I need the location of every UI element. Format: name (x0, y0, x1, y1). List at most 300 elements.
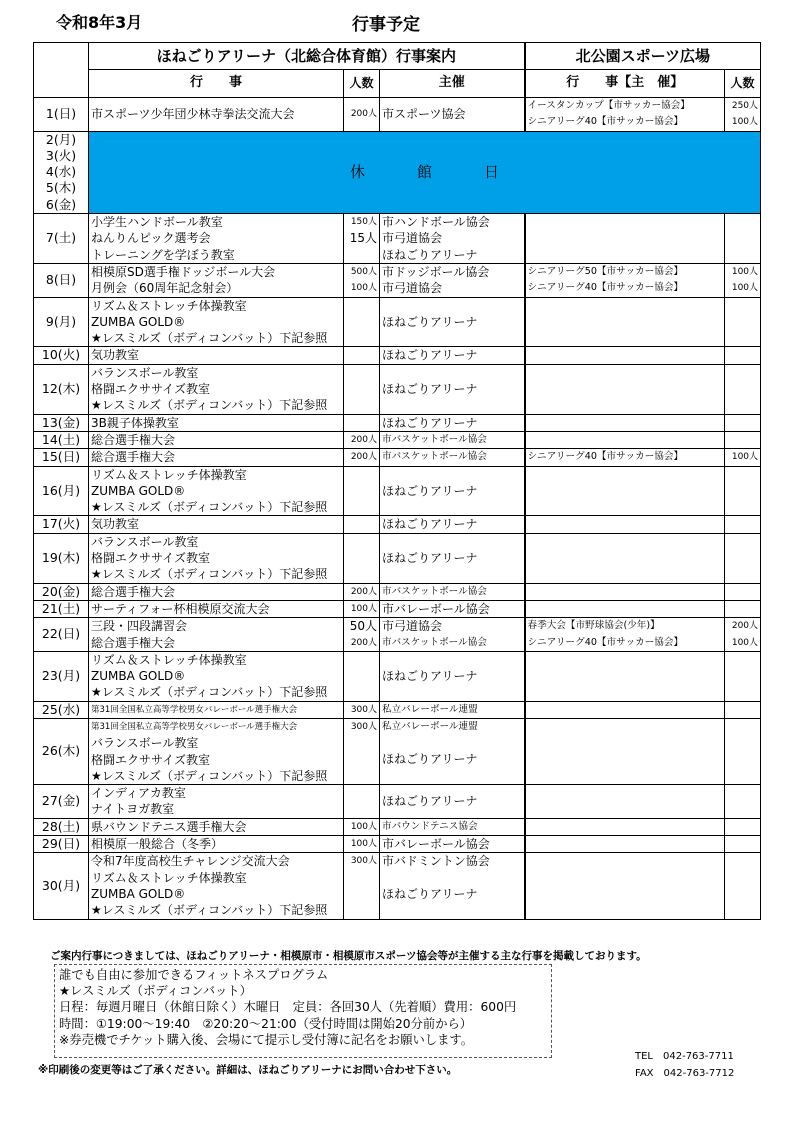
event-cell (89, 516, 344, 533)
host-cell (380, 701, 525, 718)
host-cell (380, 853, 525, 919)
park-event-name: シニアリーグ40【市サッカー協会】 (527, 282, 684, 294)
count-cell (344, 618, 380, 652)
table-row (34, 836, 761, 853)
park-event-cell (525, 347, 725, 364)
host-cell (380, 583, 525, 600)
event-cell (89, 431, 344, 448)
event-name: ★レスミルズ（ボディコンバット）下記参照 (91, 331, 328, 346)
park-count-cell (725, 449, 761, 466)
event-name: ナイトヨガ教室 (91, 802, 175, 817)
event-name: 県バウンドテニス選手権大会 (91, 819, 247, 834)
park-count-cell (725, 466, 761, 516)
closed-char: 休 (349, 163, 365, 182)
host-name: 市バスケットボール協会 (382, 451, 487, 463)
host-name: 市弓道協会 (382, 619, 443, 634)
event-name: 格闘エクササイズ教室 (91, 382, 211, 397)
event-cell (89, 414, 344, 431)
date-label: 14(土) (41, 431, 81, 447)
event-name: 相模原一般総合（冬季） (91, 837, 224, 852)
host-cell (380, 364, 525, 414)
event-cell (89, 297, 344, 347)
host-cell (380, 297, 525, 347)
host-cell (380, 718, 525, 784)
count-value: 300人 (350, 704, 377, 715)
event-cell (89, 718, 344, 784)
closed-char: 日 (484, 163, 500, 182)
park-count-cell (725, 516, 761, 533)
host-name: 市バレーボール協会 (382, 601, 490, 616)
date-label: 8(日) (45, 272, 77, 288)
host-cell (380, 785, 525, 819)
count-cell (344, 583, 380, 600)
table-row (34, 600, 761, 617)
date-label: 6(金) (45, 196, 77, 212)
event-cell (89, 347, 344, 364)
date-label: 26(木) (41, 743, 81, 759)
count-value: 200人 (350, 109, 377, 120)
host-name: ほねごりアリーナ (382, 794, 478, 809)
host-name: 市バドミントン協会 (382, 854, 490, 869)
date-cell (34, 347, 89, 364)
date-label: 7(土) (45, 230, 77, 246)
park-count-value: 100人 (731, 283, 759, 294)
park-event-cell (525, 263, 725, 297)
event-cell (89, 364, 344, 414)
table-row (34, 297, 761, 347)
host-cell (380, 466, 525, 516)
date-label: 3(火) (45, 147, 77, 163)
table-row (34, 516, 761, 533)
fitness-line: 時間：①19:00～19:40 ②20:20～21:00（受付時間は開始20分前から） (59, 1016, 473, 1031)
date-label: 9(月) (45, 313, 77, 329)
event-name: ZUMBA GOLD® (91, 669, 186, 684)
park-count-value: 250人 (731, 101, 759, 111)
fitness-line: 日程：毎週月曜日（休館日除く）木曜日 定員：各回30人（先着順）費用：600円 (59, 1000, 517, 1015)
event-name: ★レスミルズ（ボディコンバット）下記参照 (91, 903, 328, 918)
table-row (34, 618, 761, 652)
event-name: ZUMBA GOLD® (91, 483, 186, 498)
park-event-cell (525, 853, 725, 919)
col-event: 行 事 (89, 70, 344, 98)
date-cell (34, 818, 89, 835)
park-event-cell (525, 818, 725, 835)
count-value: 500人 (350, 266, 377, 277)
park-event-cell (525, 466, 725, 516)
count-cell (344, 600, 380, 617)
event-name: ★レスミルズ（ボディコンバット）下記参照 (91, 567, 328, 582)
col-count: 人数 (344, 70, 380, 98)
corner-cell (34, 43, 89, 98)
date-label: 5(木) (45, 180, 77, 196)
event-name: 気功教室 (91, 348, 140, 363)
park-count-value: 100人 (731, 452, 759, 463)
event-name: ねんりんピック選考会 (91, 231, 211, 246)
date-label: 27(金) (41, 793, 81, 809)
host-cell (380, 618, 525, 652)
host-cell (380, 651, 525, 701)
event-name: リズム＆ストレッチ体操教室 (91, 298, 247, 313)
park-count-cell (725, 263, 761, 297)
park-count-cell (725, 701, 761, 718)
count-value: 15人 (349, 231, 377, 246)
event-name: リズム＆ストレッチ体操教室 (91, 652, 247, 667)
date-label: 25(水) (41, 701, 81, 717)
table-row (34, 263, 761, 297)
park-count-cell (725, 414, 761, 431)
event-name: バランスボール教室 (91, 736, 199, 751)
host-name: ほねごりアリーナ (382, 415, 478, 430)
park-event-cell (525, 785, 725, 819)
event-cell (89, 785, 344, 819)
date-label: 20(金) (41, 583, 81, 599)
count-value: 300人 (350, 856, 377, 867)
count-cell (344, 214, 380, 264)
date-label: 16(月) (41, 482, 81, 498)
count-cell (344, 533, 380, 583)
event-name: インディアカ教室 (91, 786, 186, 801)
date-label: 1(日) (45, 106, 77, 122)
count-value: 100人 (350, 821, 377, 832)
park-event-name: イースタンカップ【市サッカー協会】 (527, 100, 690, 111)
host-name: ほねごりアリーナ (382, 314, 478, 329)
park-count-cell (725, 431, 761, 448)
park-count-cell (725, 533, 761, 583)
date-cell (34, 853, 89, 919)
host-name: 市バスケットボール協会 (382, 433, 487, 445)
park-count-cell (725, 718, 761, 784)
event-name: ★レスミルズ（ボディコンバット）下記参照 (91, 768, 328, 783)
event-cell (89, 98, 344, 132)
date-cell (34, 297, 89, 347)
date-cell (34, 364, 89, 414)
host-cell (380, 818, 525, 835)
date-cell (34, 836, 89, 853)
host-name: ほねごりアリーナ (382, 382, 478, 397)
park-count-cell (725, 364, 761, 414)
date-cell (34, 701, 89, 718)
park-event-cell (525, 297, 725, 347)
host-name: 市スポーツ協会 (382, 107, 466, 122)
count-cell (344, 701, 380, 718)
date-cell (34, 263, 89, 297)
park-count-value: 100人 (731, 117, 759, 128)
table-row (34, 701, 761, 718)
event-cell (89, 449, 344, 466)
date-cell (34, 214, 89, 264)
date-cell (34, 600, 89, 617)
count-cell (344, 466, 380, 516)
park-event-cell (525, 364, 725, 414)
count-cell (344, 263, 380, 297)
contact-info (635, 1048, 734, 1082)
table-row (34, 364, 761, 414)
date-cell (34, 533, 89, 583)
host-name: ほねごりアリーナ (382, 517, 478, 532)
event-cell (89, 533, 344, 583)
host-cell (380, 600, 525, 617)
date-cell (34, 718, 89, 784)
event-cell (89, 836, 344, 853)
closed-banner (89, 131, 761, 213)
park-title: 北公園スポーツ広場 (525, 43, 761, 70)
date-label: 22(日) (41, 626, 81, 642)
date-label: 29(日) (41, 836, 81, 852)
arena-title: ほねごりアリーナ（北総合体育館）行事案内 (89, 43, 525, 70)
count-cell (344, 718, 380, 784)
park-count-cell (725, 583, 761, 600)
park-event-cell (525, 583, 725, 600)
event-name: 総合選手権大会 (91, 635, 176, 650)
host-name: ほねごりアリーナ (382, 886, 478, 901)
count-value (346, 247, 377, 263)
host-cell (380, 836, 525, 853)
event-name: 気功教室 (91, 517, 140, 532)
event-cell (89, 214, 344, 264)
event-name: バランスボール教室 (91, 365, 199, 380)
event-cell (89, 818, 344, 835)
event-name: ZUMBA GOLD® (91, 314, 186, 329)
table-row (34, 466, 761, 516)
host-cell (380, 516, 525, 533)
park-count-cell (725, 600, 761, 617)
table-row (34, 449, 761, 466)
host-name: ほねごりアリーナ (382, 483, 478, 498)
date-label: 23(月) (41, 668, 81, 684)
fitness-line: ★レスミルズ（ボディコンバット） (59, 984, 252, 999)
host-name: ほねごりアリーナ (382, 247, 478, 262)
schedule-body (34, 98, 761, 920)
fitness-line: 誰でも自由に参加できるフィットネスプログラム (59, 968, 329, 982)
park-event-cell (525, 431, 725, 448)
count-cell (344, 818, 380, 835)
event-name: リズム＆ストレッチ体操教室 (91, 870, 247, 885)
host-name: 市ハンドボール協会 (382, 215, 490, 230)
table-row (34, 651, 761, 701)
park-event-name: シニアリーグ40【市サッカー協会】 (527, 451, 684, 463)
count-value: 200人 (350, 452, 377, 463)
date-label: 28(土) (41, 818, 81, 834)
event-cell (89, 651, 344, 701)
park-count-cell (725, 853, 761, 919)
date-cell (34, 583, 89, 600)
host-cell (380, 214, 525, 264)
page-month: 令和8年3月 (56, 13, 143, 32)
table-row (34, 718, 761, 784)
table-row (34, 214, 761, 264)
event-cell (89, 701, 344, 718)
event-name: バランスボール教室 (91, 534, 199, 549)
host-cell (380, 533, 525, 583)
date-cell (34, 516, 89, 533)
event-name: 市スポーツ少年団少林寺拳法交流大会 (91, 107, 295, 122)
table-row (34, 583, 761, 600)
event-name: ★レスミルズ（ボディコンバット）下記参照 (91, 398, 328, 413)
event-name: 3B親子体操教室 (91, 415, 179, 430)
park-count-value: 100人 (731, 266, 759, 277)
count-value: 50人 (349, 619, 377, 634)
count-value: 300人 (350, 721, 377, 732)
page-title: 行事予定 (352, 15, 420, 35)
count-cell (344, 431, 380, 448)
count-cell (344, 98, 380, 132)
host-name: ほねごりアリーナ (382, 669, 478, 684)
event-cell (89, 853, 344, 919)
event-name: リズム＆ストレッチ体操教室 (91, 467, 247, 482)
park-event-cell (525, 516, 725, 533)
event-name: ★レスミルズ（ボディコンバット）下記参照 (91, 685, 328, 700)
park-count-cell (725, 347, 761, 364)
event-name: 令和7年度高校生チャレンジ交流大会 (91, 854, 290, 869)
count-cell (344, 364, 380, 414)
park-count-cell (725, 651, 761, 701)
date-label: 21(土) (41, 600, 81, 616)
park-count-value: 200人 (731, 621, 759, 632)
park-count-cell (725, 618, 761, 652)
count-cell (344, 516, 380, 533)
date-cell (34, 466, 89, 516)
event-cell (89, 583, 344, 600)
host-name: 市バウンドテニス協会 (382, 820, 478, 832)
park-event-cell (525, 836, 725, 853)
table-row (34, 785, 761, 819)
event-name: 月例会（60周年記念射会） (91, 281, 239, 296)
fitness-line: ※券売機でチケット購入後、会場にて提示し受付簿に記名をお願いします。 (59, 1032, 474, 1047)
host-name: ほねごりアリーナ (382, 752, 478, 767)
count-cell (344, 836, 380, 853)
table-row (34, 533, 761, 583)
event-name: 相模原SD選手権ドッジボール大会 (91, 264, 276, 279)
park-event-cell (525, 718, 725, 784)
park-count-cell (725, 836, 761, 853)
date-cell (34, 651, 89, 701)
event-name: 総合選手権大会 (91, 450, 176, 465)
table-row (34, 431, 761, 448)
event-name: 格闘エクササイズ教室 (91, 551, 211, 566)
count-cell (344, 347, 380, 364)
host-name: 市弓道協会 (382, 231, 443, 246)
count-value: 200人 (350, 434, 377, 445)
table-row (34, 818, 761, 835)
park-event-name: シニアリーグ50【市サッカー協会】 (527, 265, 684, 277)
host-name: 私立バレーボール連盟 (382, 703, 478, 715)
park-event-name: 春季大会【市野球協会(少年)】 (527, 620, 660, 632)
park-count-value: 100人 (731, 637, 759, 648)
host-cell (380, 431, 525, 448)
count-cell (344, 449, 380, 466)
event-name: サーティフォー杯相模原交流大会 (91, 601, 270, 616)
host-name: 市バレーボール協会 (382, 837, 490, 852)
tel-number: TEL 042-763-7711 (635, 1051, 734, 1062)
closed-dates (34, 131, 89, 213)
host-cell (380, 414, 525, 431)
date-label: 12(木) (41, 381, 81, 397)
host-name: 市バスケットボール協会 (382, 585, 487, 597)
park-count-cell (725, 785, 761, 819)
event-name: 三段・四段講習会 (91, 619, 188, 634)
host-name: 私立バレーボール連盟 (382, 720, 478, 732)
host-name: 市弓道協会 (382, 281, 443, 296)
date-cell (34, 449, 89, 466)
count-value: 150人 (350, 217, 377, 228)
park-count-cell (725, 214, 761, 264)
park-count-cell (725, 818, 761, 835)
park-event-cell (525, 214, 725, 264)
date-cell (34, 618, 89, 652)
event-name: トレーニングを学ぼう教室 (91, 247, 235, 262)
col-park-count: 人数 (725, 70, 761, 98)
table-row (34, 347, 761, 364)
event-name: 格闘エクササイズ教室 (91, 752, 211, 767)
date-label: 10(火) (41, 347, 81, 363)
event-name: 第31回全国私立高等学校男女バレーボール選手権大会 (91, 704, 298, 715)
event-name: 第31回全国私立高等学校男女バレーボール選手権大会 (91, 721, 298, 732)
count-value: 200人 (350, 637, 377, 648)
date-label: 30(月) (41, 877, 81, 893)
host-cell (380, 449, 525, 466)
closed-char: 館 (417, 163, 433, 182)
count-value: 100人 (350, 283, 377, 294)
event-name: ZUMBA GOLD® (91, 886, 186, 901)
count-value: 100人 (350, 603, 377, 614)
col-host: 主催 (380, 70, 525, 98)
date-cell (34, 98, 89, 132)
date-label: 13(金) (41, 414, 81, 430)
park-event-cell (525, 701, 725, 718)
table-row (34, 414, 761, 431)
event-cell (89, 466, 344, 516)
date-label: 15(日) (41, 449, 81, 465)
park-event-cell (525, 600, 725, 617)
event-cell (89, 618, 344, 652)
fitness-program-box (54, 964, 552, 1058)
park-count-cell (725, 98, 761, 132)
table-row (34, 131, 761, 213)
date-label: 4(水) (45, 164, 77, 180)
date-cell (34, 414, 89, 431)
event-name: ★レスミルズ（ボディコンバット）下記参照 (91, 500, 328, 515)
count-value: 200人 (350, 586, 377, 597)
event-cell (89, 263, 344, 297)
table-row (34, 98, 761, 132)
schedule-table (33, 42, 761, 920)
date-cell (34, 785, 89, 819)
host-name: ほねごりアリーナ (382, 348, 478, 363)
event-cell (89, 600, 344, 617)
date-label: 2(月) (45, 131, 77, 147)
host-name: ほねごりアリーナ (382, 551, 478, 566)
date-label: 17(火) (41, 516, 81, 532)
host-cell (380, 98, 525, 132)
count-cell (344, 297, 380, 347)
date-cell (34, 431, 89, 448)
count-value: 100人 (350, 839, 377, 850)
disclaimer-note: ご案内行事につきましては、ほねごりアリーナ・相模原市・相模原市スポーツ協会等が主催する主な行事を掲載しております。 (50, 950, 647, 962)
event-name: 総合選手権大会 (91, 584, 176, 599)
park-count-cell (725, 297, 761, 347)
host-name: 市ドッジボール協会 (382, 264, 490, 279)
park-event-cell (525, 414, 725, 431)
park-event-cell (525, 533, 725, 583)
table-row (34, 853, 761, 919)
fax-number: FAX 042-763-7712 (635, 1068, 735, 1079)
event-name: 総合選手権大会 (91, 432, 176, 447)
park-event-name: シニアリーグ40【市サッカー協会】 (527, 636, 684, 648)
date-label: 19(木) (41, 550, 81, 566)
host-cell (380, 347, 525, 364)
event-name: 小学生ハンドボール教室 (91, 215, 223, 230)
count-cell (344, 785, 380, 819)
